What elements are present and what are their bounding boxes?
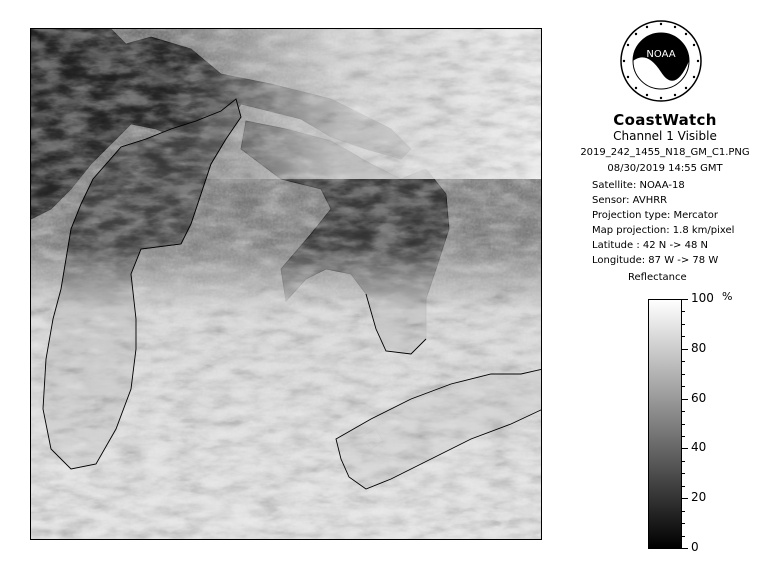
logo-center-text: NOAA: [646, 49, 676, 60]
colorbar-minor-tick: [682, 361, 685, 362]
colorbar-minor-tick: [682, 523, 685, 524]
sensor-info: Sensor: AVHRR: [592, 195, 668, 206]
colorbar-tick-label: 0: [691, 540, 699, 554]
reflectance-colorbar: [648, 299, 682, 549]
satellite-info: Satellite: NOAA-18: [592, 180, 685, 191]
map-projection-info: Map projection: 1.8 km/pixel: [592, 225, 735, 236]
colorbar-major-tick: [682, 448, 688, 449]
channel-subtitle: Channel 1 Visible: [613, 129, 717, 143]
colorbar-tick-label: 60: [691, 390, 707, 405]
noaa-logo: [620, 20, 702, 102]
latitude-info: Latitude : 42 N -> 48 N: [592, 240, 708, 251]
colorbar-label: Reflectance: [628, 272, 687, 283]
colorbar-tick-label: 40: [691, 440, 707, 455]
colorbar-minor-tick: [682, 436, 685, 437]
colorbar-major-tick: [682, 548, 688, 549]
colorbar-tick-label: 80: [691, 340, 707, 355]
longitude-info: Longitude: 87 W -> 78 W: [592, 255, 719, 266]
cloud-texture: [31, 29, 542, 540]
colorbar-major-tick: [682, 498, 688, 499]
image-filename: 2019_242_1455_N18_GM_C1.PNG: [580, 147, 750, 158]
colorbar-minor-tick: [682, 311, 685, 312]
great-lakes-map: [31, 29, 542, 540]
colorbar-tick-label: 100: [691, 291, 714, 305]
colorbar-minor-tick: [682, 411, 685, 412]
colorbar-minor-tick: [682, 374, 685, 375]
colorbar-tick-label: 20: [691, 490, 707, 505]
colorbar-major-tick: [682, 299, 688, 300]
colorbar-minor-tick: [682, 461, 685, 462]
colorbar-major-tick: [682, 349, 688, 350]
image-datetime: 08/30/2019 14:55 GMT: [607, 163, 723, 174]
colorbar-major-tick: [682, 399, 688, 400]
app-title: CoastWatch: [613, 111, 717, 129]
colorbar-minor-tick: [682, 486, 685, 487]
colorbar-minor-tick: [682, 424, 685, 425]
colorbar-minor-tick: [682, 536, 685, 537]
projection-type-info: Projection type: Mercator: [592, 210, 718, 221]
colorbar-minor-tick: [682, 473, 685, 474]
colorbar-minor-tick: [682, 511, 685, 512]
colorbar-minor-tick: [682, 386, 685, 387]
colorbar-minor-tick: [682, 336, 685, 337]
colorbar-unit: %: [722, 290, 733, 303]
colorbar-minor-tick: [682, 324, 685, 325]
satellite-image: [30, 28, 542, 540]
noaa-emblem-icon: [620, 20, 702, 102]
